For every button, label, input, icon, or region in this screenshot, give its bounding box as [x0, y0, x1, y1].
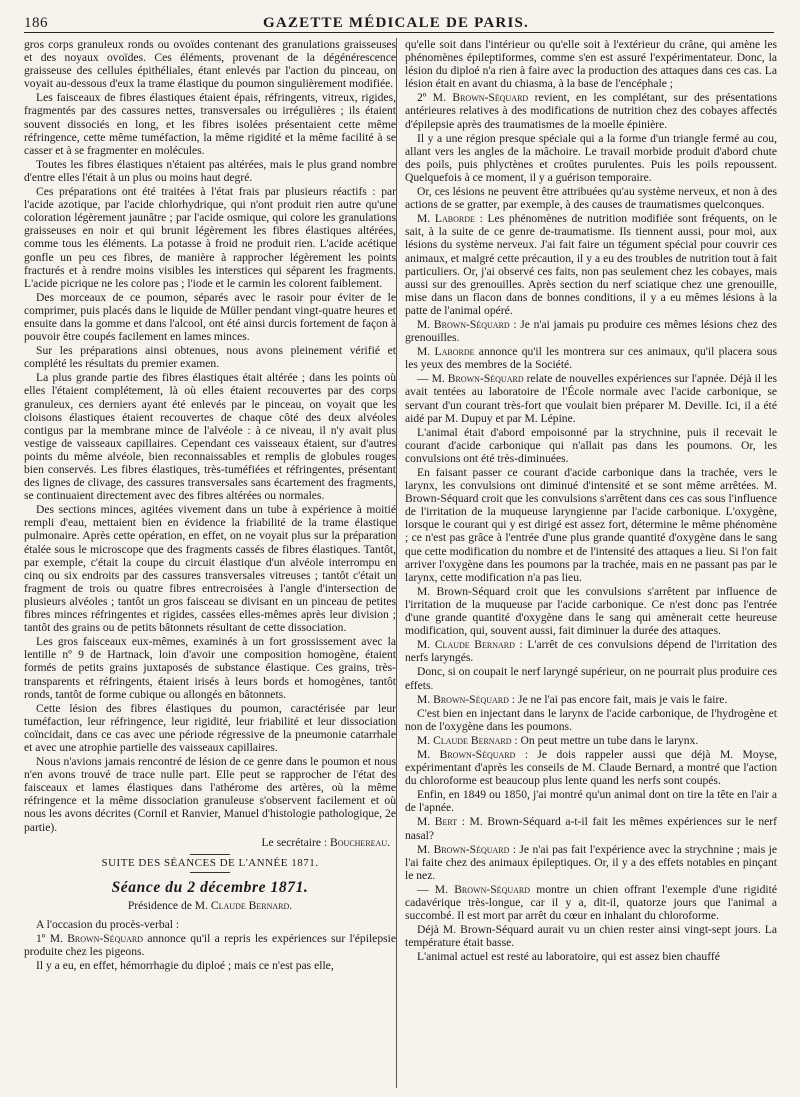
journal-title: GAZETTE MÉDICALE DE PARIS.	[263, 15, 529, 31]
paragraph: Il y a une région presque spéciale qui a la forme d'un triangle fermé au cou, allant vers les angles de la mâchoire. Le travail morbide produit d'abord chute des poils, puis phlyctènes et croûtes purulentes. Puis les poils repoussent. Quelquefois à ce moment, il y a guérison temporaire.	[405, 131, 777, 184]
separator-rule	[190, 872, 230, 873]
paragraph: Les gros faisceaux eux-mêmes, examinés à un fort grossissement avec la lentille nº 9 de Hartnack, loin d'avoir une composition homogène, étaient formés de petits grains juxtaposés de substance élastique. Ces grains, très-transparents et réfringents, étaient irisés à leurs bords et homogènes, tantôt ronds, tantôt de forme cubique ou allongés en bâtonnets.	[24, 635, 396, 701]
paragraph	[405, 638, 777, 664]
secretary-signature	[24, 836, 390, 849]
speaker-name: M. Laborde	[417, 212, 475, 226]
paragraph-text: relate de nouvelles expériences sur l'apnée. Déjà il les avait tentées au laboratoire de l'École normale avec l'acide carbonique, se servant d'un courant très-fort que voulait bien préparer M. Deville. Ici, il a été aidé par M. Dupuy et par M. Lépine.	[405, 372, 777, 425]
paragraph: La plus grande partie des fibres élastiques était altérée ; dans les points où elles l'étaient complétement, là où elles étaient recouvertes par des corps granuleux, ces derniers ayant été enlevés par le pinceau, on voyait que les cloisons élastiques étaient recouvertes de chaque côté des deux alvéoles contigus par la membrane mince de l'alvéole : à ce niveau, il n'y avait plus vestige de vaisseaux capillaires. Cependant ces vaisseaux étaient, sur d'autres points du même alvéole, bien reconnaissables et remplis de globules rouges bien conservés. Les fibres élastiques, très-tuméfiées et réfringentes, présentant des lignes de clivage, des cassures transversales sans écartement des fragments, se continuaient directement avec des fibres altérées ou normales.	[24, 371, 396, 503]
paragraph: Des sections minces, agitées vivement dans un tube à expérience à moitié rempli d'eau, mettaient bien en évidence la friabilité de la trame élastique pulmonaire. Après cette opération, en effet, on ne voyait plus sur la préparation étalée sous le microscope que des fragments cassés de fibres élastiques. Tantôt, par exemple, c'était la coupe du circuit élastique d'un alvéole interrompu en cinq ou six endroits par des cassures transversales vitreuses ; tantôt c'était un fragment de trois ou quatre fibres entrecroisées à l'angle d'intersection de plusieurs alvéoles ; tantôt un gros faisceau se divisant en un pinceau de petites fibres minces réfringentes et rigides, cassées elles-mêmes après leur division ; tantôt des grains ou de petits bâtonnets résultant de cette dissociation.	[24, 503, 396, 635]
paragraph: Cette lésion des fibres élastiques du poumon, caractérisée par leur tuméfaction, leur réfringence, leur rigidité, leur friabilité et leur dissociation coïncidait, dans ce cas avec une période régressive de la pneumonie catarrhale et avec une atrophie partielle des vaisseaux capillaires.	[24, 701, 396, 754]
paragraph: Nous n'avions jamais rencontré de lésion de ce genre dans le poumon et nous n'en avons trouvé de trace nulle part. Elle peut se rapprocher de l'état des faisceaux et lames élastiques dans l'athérome des artères, où la même réfringence et la même dissociation granuleuse s'observent facilement et où nous les avons décrites (Cornil et Ranvier, Manuel d'histologie pathologique, 2e partie).	[24, 755, 396, 834]
paragraph	[405, 91, 777, 130]
section-heading	[24, 854, 396, 873]
speaker-name: M. Brown-Séquard	[417, 692, 509, 706]
paragraph-text: : Je dois rappeler aussi que déjà M. Moyse, expérimentant d'après les conseils de M. Claude Bernard, a montré que l'action du chloroforme est beaucoup plus lente quand les nerfs sont coupés.	[405, 747, 777, 788]
paragraph-text: : M. Brown-Séquard a-t-il fait les mêmes expériences sur le nerf nasal?	[405, 815, 777, 842]
section-title: SUITE DES SÉANCES DE L'ANNÉE 1871.	[101, 856, 319, 869]
paragraph: Déjà M. Brown-Séquard aurait vu un chien rester ainsi vingt-sept jours. La température était basse.	[405, 923, 777, 950]
paragraph-text: annonce qu'il a repris les expériences sur l'épilepsie produite chez les pigeons.	[24, 932, 396, 959]
separator-rule	[190, 854, 230, 855]
paragraph: Or, ces lésions ne peuvent être attribuées qu'au système nerveux, et non à des actions de se gratter, par exemple, à des causes de traumatismes quelconques.	[405, 185, 777, 212]
speaker-name: M. Bert	[417, 815, 458, 829]
paragraph-text: : Je ne l'ai pas encore fait, mais je vais le faire.	[511, 692, 728, 706]
paragraph: C'est bien en injectant dans le larynx de l'acide carbonique, de l'hydrogène et non de l'oxygène dans les poumons.	[405, 706, 777, 733]
paragraph	[24, 932, 396, 958]
paragraph-text: : Je n'ai jamais pu produire ces mêmes lésions chez des grenouilles.	[405, 317, 777, 345]
paragraph	[405, 372, 777, 424]
paragraph: Sur les préparations ainsi obtenues, nous avons pleinement vérifié et complété les résultats du premier examen.	[24, 344, 396, 371]
paragraph: Enfin, en 1849 ou 1850, j'ai montré qu'un animal dont on tire la tête en l'air a de l'apnée.	[405, 788, 777, 815]
paragraph: Des morceaux de ce poumon, séparés avec le rasoir pour éviter de le comprimer, puis placés dans le liquide de Müller pendant vingt-quatre heures et ensuite dans la gomme et dans l'alcool, ont été ainsi durcis fortement de façon à pouvoir être coupés facilement en lames minces.	[24, 290, 396, 344]
paragraph-text: annonce qu'il les montrera sur ces animaux, qu'il placera sous les yeux des membres de la Société.	[405, 345, 777, 372]
paragraph	[405, 212, 777, 317]
presidency-line	[24, 899, 396, 912]
speaker-name: M. Claude Bernard	[417, 638, 515, 652]
paragraph-text: montre un chien offrant l'exemple d'une rigidité cadavérique très-longue, car il y a, dit-il, quatorze jours que l'animal a succombé. Il est mort par arrêt du cœur en inhalant du chloroforme.	[405, 882, 777, 923]
speaker-name: M. Claude Bernard	[417, 733, 512, 747]
paragraph-text: : Je n'ai pas fait l'expérience avec la strychnine ; mais je l'ai faite chez des animaux épileptiques. Or, il y a des effets notables en pinçant le nez.	[405, 842, 777, 882]
speaker-name: M. Brown-Séquard	[417, 747, 516, 761]
paragraph	[405, 748, 777, 787]
paragraph: Donc, si on coupait le nerf laryngé supérieur, on ne pourrait plus produire ces effets.	[405, 665, 777, 692]
speaker-name: M. Laborde	[417, 345, 475, 359]
paragraph: Ces préparations ont été traitées à l'état frais par plusieurs réactifs : par l'acide azotique, par l'acide chlorhydrique, qui n'ont produit rien autre qu'une coloration légèrement jaunâtre ; par l'acide osmique, qui colore les granulations graisseuses en noir et qui brunit légèrement les fibres élastiques altérées, comme tous les éléments. La potasse à froid ne produit rien. L'acide acétique gonfle un peu ces fibres, de manière à rapprocher légèrement les points fracturés et à rendre moins visibles les interstices qui séparent les fragments. L'acide picrique ne les colore pas ; l'iode et le carmin les colorent faiblement.	[24, 185, 396, 290]
paragraph	[405, 883, 777, 922]
president-name: Claude Bernard.	[210, 898, 293, 912]
speaker-name: 1º M. Brown-Séquard	[36, 932, 144, 945]
paragraph: gros corps granuleux ronds ou ovoïdes contenant des granulations graisseuses et des noyaux ovoïdes. Ces éléments, provenant de la dégénérescence graisseuse des cellules épithéliales, étant enlevés par l'action du pinceau, on voyait au-dessous d'eux la trame élastique du poumon singulièrement modifiée.	[24, 38, 396, 91]
paragraph	[405, 693, 777, 706]
paragraph	[405, 734, 777, 747]
signature-name: Bouchereau.	[330, 835, 390, 849]
page-header	[24, 10, 774, 33]
presidency-label: Présidence de M.	[127, 898, 208, 912]
signature-label: Le secrétaire :	[261, 835, 328, 849]
paragraph: A l'occasion du procès-verbal :	[36, 917, 180, 931]
paragraph	[405, 318, 777, 344]
right-column	[405, 38, 777, 1090]
paragraph: En faisant passer ce courant d'acide carbonique dans la trachée, vers le larynx, les convulsions ont diminué d'intensité et se sont même arrêtées. M. Brown-Séquard croit que les convulsions s'arrêtent dans ces cas sous l'influence de l'irritation de la muqueuse laryngienne par l'acide carbonique. L'oxygène, lorsque le courant qui y est dirigé est assez fort, détermine le même phénomène ; ce n'est pas grâce à l'entrée d'une plus grande quantité d'oxygène dans le sang que cette modification du nombre et de l'intensité des attaques a lieu. Si l'on fait arriver l'oxygène dans les poumons par la trachée, mais en ne passant pas par le larynx, cette modification n'a pas lieu.	[405, 466, 777, 584]
speaker-name: M. Brown-Séquard	[417, 842, 510, 856]
paragraph-text: : L'arrêt de ces convulsions dépend de l'irritation des nerfs laryngés.	[405, 638, 777, 665]
paragraph: Toutes les fibres élastiques n'étaient pas altérées, mais le plus grand nombre d'entre elles l'était à un plus ou moins haut degré.	[24, 157, 396, 184]
paragraph	[405, 345, 777, 371]
paragraph: qu'elle soit dans l'intérieur ou qu'elle soit à l'extérieur du crâne, qui amène les phénomènes épileptiformes, comme s'en est assuré l'expérimentateur. Donc, la lésion du diploé n'a rien à faire avec la production des attaques dans ces cas. La lésion était en avant du chiasma, à la base de l'encéphale ;	[405, 38, 777, 91]
paragraph-text: : Les phénomènes de nutrition modifiée sont fréquents, on le sait, à la suite de ce genre de-traumatisme. Ils tiennent aussi, pour moi, aux lésions du système nerveux. J'ai fait faire un tégument spécial pour couvrir ces animaux, et malgré cette précaution, il y a eu des troubles de nutrition tout à fait particuliers. Or, j'ai observé ces faits, non pas seulement chez les cobayes, mais aussi sur des grenouilles. Après section du nerf sciatique chez une grenouille, mise dans un flacon dans de bonnes conditions, il y a eu mêmes lésions à la patte de l'animal opéré.	[405, 212, 777, 317]
speaker-name: 2º M. Brown-Séquard	[417, 91, 529, 105]
paragraph: L'animal actuel est resté au laboratoire, qui est assez bien chauffé	[417, 950, 720, 964]
paragraph	[405, 815, 777, 841]
paragraph	[405, 843, 777, 882]
left-column	[24, 38, 396, 1090]
session-title: Séance du 2 décembre 1871.	[111, 878, 309, 896]
paragraph-text: : On peut mettre un tube dans le larynx.	[514, 733, 699, 747]
paragraph: L'animal était d'abord empoisonné par la strychnine, puis il recevait le courant d'acide carbonique qui n'allait pas dans les poumons. Or, les convulsions ont été très-diminuées.	[405, 425, 777, 465]
speaker-name: M. Brown-Séquard	[417, 317, 510, 331]
speaker-name: — M. Brown-Séquard	[417, 882, 531, 896]
paragraph: M. Brown-Séquard croit que les convulsions s'arrêtent par influence de l'irritation de la muqueuse par l'acide carbonique. Ce n'est donc pas l'entrée d'une grande quantité d'oxygène dans le sang qui amènerait cette heureuse modification, qui, souvent aussi, fait diminuer la durée des attaques.	[405, 584, 777, 638]
paragraph: Il y a eu, en effet, hémorrhagie du diploé ; mais ce n'est pas elle,	[36, 959, 334, 973]
paragraph-text: revient, en les complétant, sur des présentations antérieures relatives à des modifications de nutrition chez des cobayes affectés d'épilepsie après des traumatismes de la moelle épinière.	[405, 91, 777, 131]
column-divider	[396, 38, 397, 1088]
page-number: 186	[24, 15, 48, 31]
paragraph: Les faisceaux de fibres élastiques étaient épais, réfringents, vitreux, rigides, fragmentés par des cassures nettes, transversales ou irrégulières ; ils étaient souvent dissociés en long, et les fibres isolées présentaient cette même réfringence, cette même tuméfaction, la même rigidité et la même facilité à se casser et à se fragmenter en molécules.	[24, 91, 396, 157]
speaker-name: — M. Brown-Séquard	[417, 372, 524, 386]
